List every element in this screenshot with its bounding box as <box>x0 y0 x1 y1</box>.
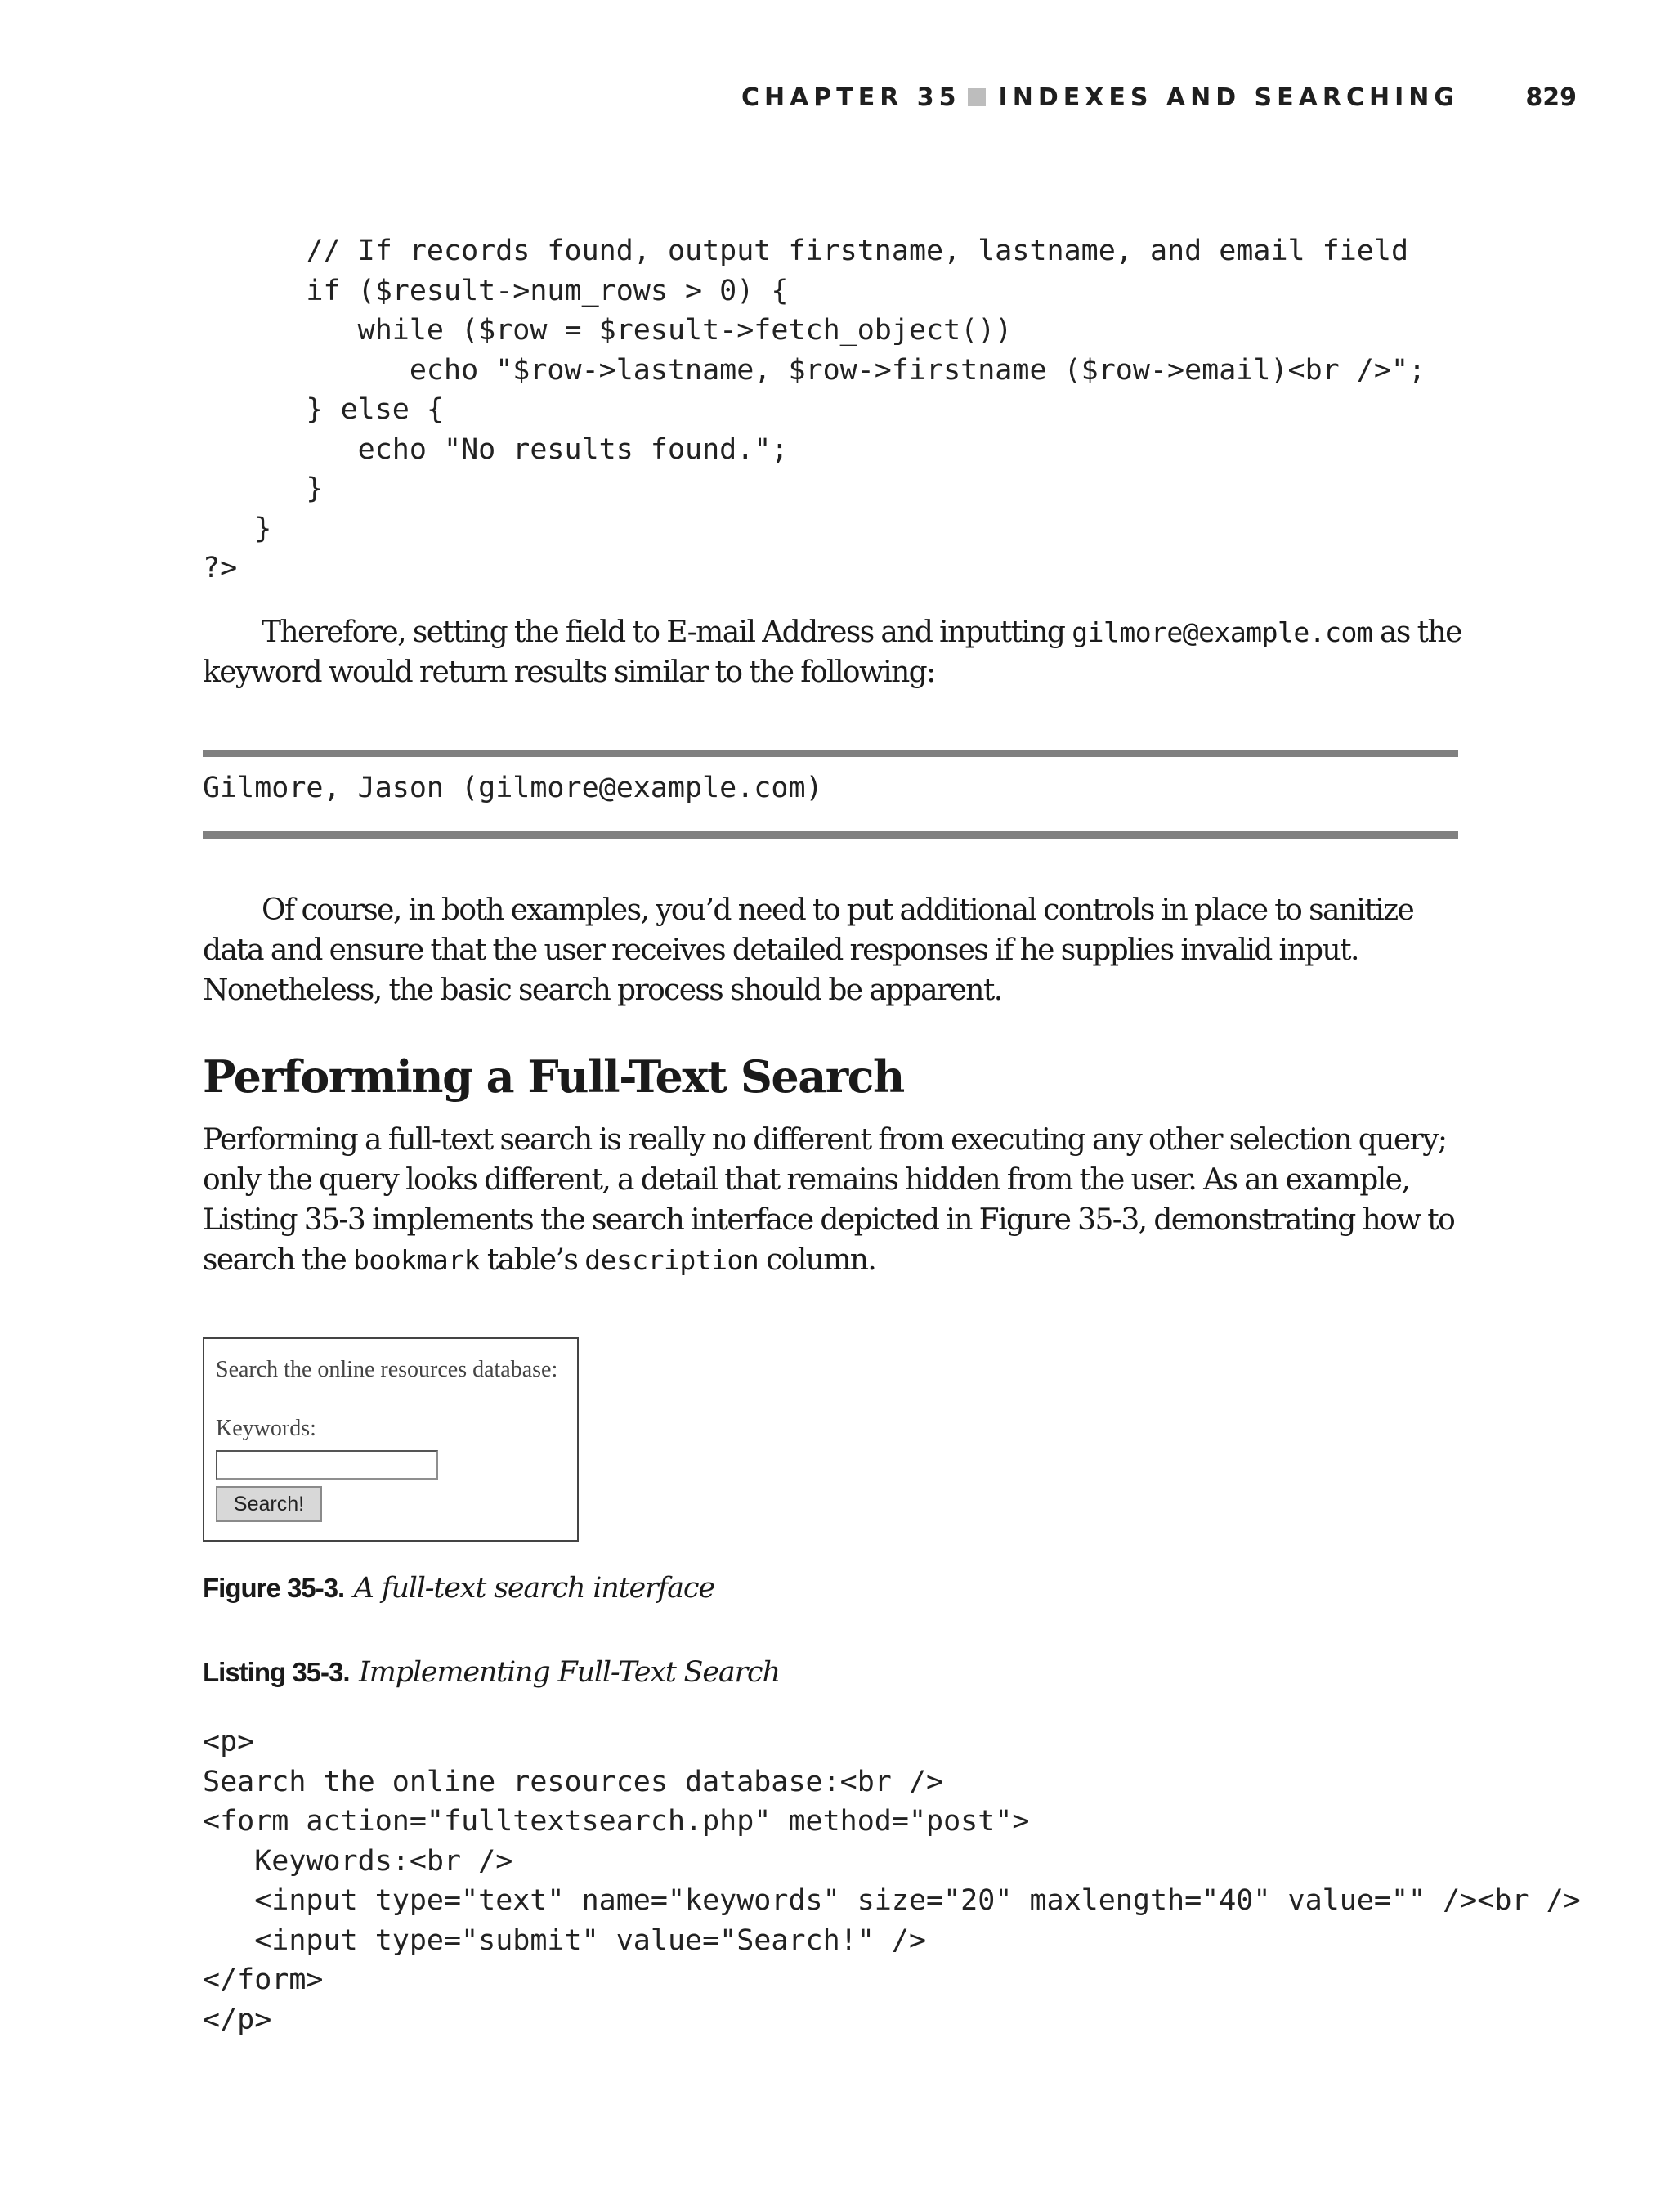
keywords-input[interactable] <box>216 1450 438 1480</box>
code-line: } <box>203 472 324 505</box>
code-line: </form> <box>203 1963 324 1996</box>
code-line: <form action="fulltextsearch.php" method="post"> <box>203 1805 1030 1838</box>
code-block-listing <box>203 1722 1581 2040</box>
running-header <box>0 82 1674 123</box>
search-result-output: Gilmore, Jason (gilmore@example.com) <box>203 772 823 804</box>
code-line: while ($row = $result->fetch_object()) <box>203 314 1013 347</box>
form-prompt-text: Search the online resources database: <box>216 1357 558 1382</box>
paragraph-fulltext-intro: Performing a full-text search is really no different from executing any other selection query; only the query looks different, a detail that remains hidden from the user. As an example, Listing 35-3 implements the search interface depicted in Figure 35-3, demonstrating how to search the bookmark table’s description column. <box>203 1123 1455 1277</box>
page-number: 829 <box>1525 83 1577 112</box>
chapter-label: CHAPTER 35 <box>741 83 961 112</box>
code-line: // If records found, output firstname, lastname, and email field <box>203 235 1409 267</box>
inline-code-column: description <box>584 1244 759 1276</box>
listing-caption-text: Implementing Full-Text Search <box>359 1656 780 1689</box>
code-block-top <box>203 231 1426 589</box>
listing-caption-label: Listing 35-3. <box>203 1657 350 1687</box>
inline-code-email: gilmore@example.com <box>1072 616 1373 648</box>
search-button[interactable]: Search! <box>216 1486 322 1522</box>
code-line: ?> <box>203 552 238 584</box>
code-line: Search the online resources database:<br /> <box>203 1765 944 1798</box>
figure-caption-text: A full-text search interface <box>353 1572 714 1605</box>
square-separator-icon <box>968 88 986 106</box>
code-line: } else { <box>203 393 445 426</box>
section-heading: Performing a Full-Text Search <box>203 1050 904 1103</box>
search-form-figure <box>203 1337 579 1542</box>
code-line: } <box>203 512 272 545</box>
chapter-heading <box>741 82 1459 114</box>
code-line: echo "$row->lastname, $row->firstname ($row->email)<br />"; <box>203 353 1426 387</box>
output-bottom-rule <box>203 831 1458 839</box>
chapter-title: INDEXES AND SEARCHING <box>998 83 1459 112</box>
paragraph-sanitize-note: Of course, in both examples, you’d need to put additional controls in place to sanitize data and ensure that the user receives detailed responses if he supplies invalid input. Nonetheless, the basic search process should be apparent. <box>203 893 1414 1007</box>
inline-code-table: bookmark <box>353 1244 480 1276</box>
code-line: Keywords:<br /> <box>203 1844 513 1878</box>
code-line: </p> <box>203 2003 272 2036</box>
code-line: echo "No results found."; <box>203 432 789 466</box>
keywords-label: Keywords: <box>216 1416 316 1441</box>
paragraph-search-result-intro: Therefore, setting the field to E-mail Address and inputting gilmore@example.com as the keyword would return results similar to the following: <box>203 616 1461 689</box>
figure-caption <box>203 1569 714 1607</box>
output-top-rule <box>203 750 1458 757</box>
code-line: if ($result->num_rows > 0) { <box>203 274 789 307</box>
listing-caption <box>203 1654 780 1691</box>
code-line: <p> <box>203 1726 255 1758</box>
code-line: <input type="text" name="keywords" size="20" maxlength="40" value="" /><br /> <box>203 1884 1581 1917</box>
figure-caption-label: Figure 35-3. <box>203 1573 345 1603</box>
code-line: <input type="submit" value="Search!" /> <box>203 1923 927 1957</box>
